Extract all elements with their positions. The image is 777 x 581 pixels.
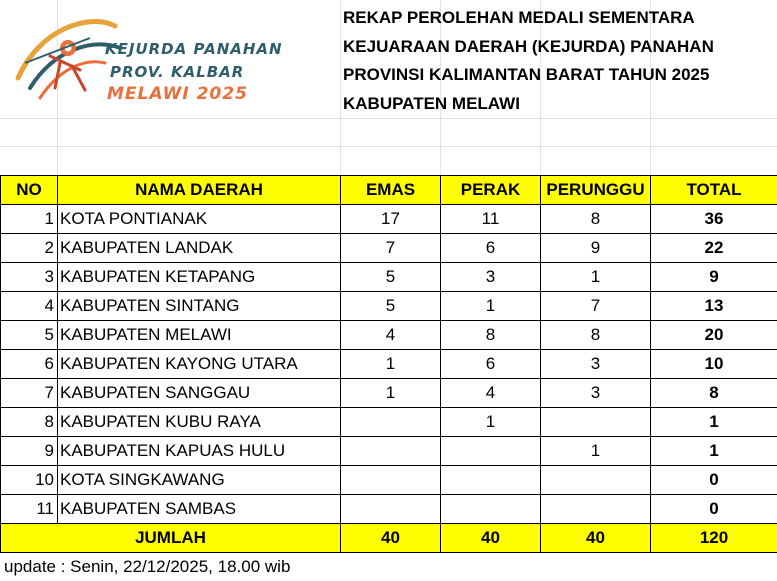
cell-perak: 6 (441, 234, 541, 263)
cell-emas: 4 (341, 321, 441, 350)
cell-perunggu: 3 (541, 379, 651, 408)
cell-total: 9 (651, 263, 777, 292)
cell-no: 3 (1, 263, 58, 292)
cell-total: 36 (651, 205, 777, 234)
cell-name: KABUPATEN LANDAK (58, 234, 341, 263)
cell-total: 10 (651, 350, 777, 379)
table-header-row (1, 176, 777, 205)
cell-perak: 3 (441, 263, 541, 292)
cell-perunggu: 8 (541, 321, 651, 350)
cell-no: 6 (1, 350, 58, 379)
cell-perak (441, 495, 541, 524)
cell-perak: 11 (441, 205, 541, 234)
header-perak: PERAK (441, 176, 541, 205)
cell-total: 20 (651, 321, 777, 350)
cell-no: 5 (1, 321, 58, 350)
cell-total: 0 (651, 495, 777, 524)
cell-total: 13 (651, 292, 777, 321)
medal-table (0, 175, 777, 553)
cell-total: 8 (651, 379, 777, 408)
table-row (1, 466, 777, 495)
cell-perunggu: 3 (541, 350, 651, 379)
cell-total: 22 (651, 234, 777, 263)
table-row (1, 321, 777, 350)
cell-no: 10 (1, 466, 58, 495)
cell-emas (341, 466, 441, 495)
cell-perak: 4 (441, 379, 541, 408)
header-no: NO (1, 176, 58, 205)
title-line-1: REKAP PEROLEHAN MEDALI SEMENTARA (343, 8, 695, 27)
cell-emas (341, 495, 441, 524)
table-row (1, 408, 777, 437)
table-row (1, 350, 777, 379)
header-total: TOTAL (651, 176, 777, 205)
cell-name: KABUPATEN MELAWI (58, 321, 341, 350)
cell-no: 1 (1, 205, 58, 234)
cell-emas: 1 (341, 350, 441, 379)
cell-perak: 1 (441, 408, 541, 437)
cell-name: KABUPATEN SANGGAU (58, 379, 341, 408)
table-row (1, 263, 777, 292)
cell-no: 2 (1, 234, 58, 263)
cell-name: KABUPATEN KETAPANG (58, 263, 341, 292)
totals-total: 120 (651, 524, 777, 553)
cell-name: KABUPATEN SAMBAS (58, 495, 341, 524)
cell-no: 11 (1, 495, 58, 524)
cell-no: 7 (1, 379, 58, 408)
cell-no: 8 (1, 408, 58, 437)
totals-label: JUMLAH (1, 524, 341, 553)
totals-perak: 40 (441, 524, 541, 553)
cell-perunggu: 8 (541, 205, 651, 234)
title-line-4: KABUPATEN MELAWI (343, 93, 520, 113)
title-line-3: PROVINSI KALIMANTAN BARAT TAHUN 2025 (343, 65, 710, 84)
cell-name: KOTA PONTIANAK (58, 205, 341, 234)
cell-emas: 7 (341, 234, 441, 263)
cell-perak: 1 (441, 292, 541, 321)
report-title (343, 4, 773, 118)
cell-emas: 1 (341, 379, 441, 408)
cell-name: KABUPATEN KAYONG UTARA (58, 350, 341, 379)
logo-line-1: KEJURDA PANAHAN (105, 40, 283, 58)
cell-emas (341, 408, 441, 437)
cell-perak (441, 437, 541, 466)
cell-no: 9 (1, 437, 58, 466)
cell-name: KABUPATEN KAPUAS HULU (58, 437, 341, 466)
table-row (1, 437, 777, 466)
logo-line-3: MELAWI 2025 (107, 84, 248, 104)
cell-perunggu: 9 (541, 234, 651, 263)
cell-total: 0 (651, 466, 777, 495)
logo-line-2: PROV. KALBAR (110, 63, 245, 81)
event-logo (10, 8, 290, 118)
table-row (1, 292, 777, 321)
cell-emas: 5 (341, 292, 441, 321)
header-nama-daerah: NAMA DAERAH (58, 176, 341, 205)
title-line-2: KEJUARAAN DAERAH (KEJURDA) PANAHAN (343, 36, 714, 56)
cell-perunggu (541, 466, 651, 495)
cell-name: KABUPATEN KUBU RAYA (58, 408, 341, 437)
totals-row (1, 524, 777, 553)
header-perunggu: PERUNGGU (541, 176, 651, 205)
cell-perunggu: 1 (541, 437, 651, 466)
cell-total: 1 (651, 408, 777, 437)
cell-perunggu: 7 (541, 292, 651, 321)
update-note: update : Senin, 22/12/2025, 18.00 wib (4, 557, 291, 576)
cell-perak (441, 466, 541, 495)
cell-perak: 6 (441, 350, 541, 379)
cell-perunggu (541, 495, 651, 524)
header-emas: EMAS (341, 176, 441, 205)
cell-emas (341, 437, 441, 466)
cell-name: KABUPATEN SINTANG (58, 292, 341, 321)
cell-emas: 17 (341, 205, 441, 234)
cell-perak: 8 (441, 321, 541, 350)
cell-emas: 5 (341, 263, 441, 292)
table-row (1, 495, 777, 524)
table-row (1, 205, 777, 234)
totals-perunggu: 40 (541, 524, 651, 553)
table-row (1, 379, 777, 408)
cell-perunggu: 1 (541, 263, 651, 292)
cell-name: KOTA SINGKAWANG (58, 466, 341, 495)
cell-perunggu (541, 408, 651, 437)
cell-total: 1 (651, 437, 777, 466)
cell-no: 4 (1, 292, 58, 321)
table-row (1, 234, 777, 263)
totals-emas: 40 (341, 524, 441, 553)
